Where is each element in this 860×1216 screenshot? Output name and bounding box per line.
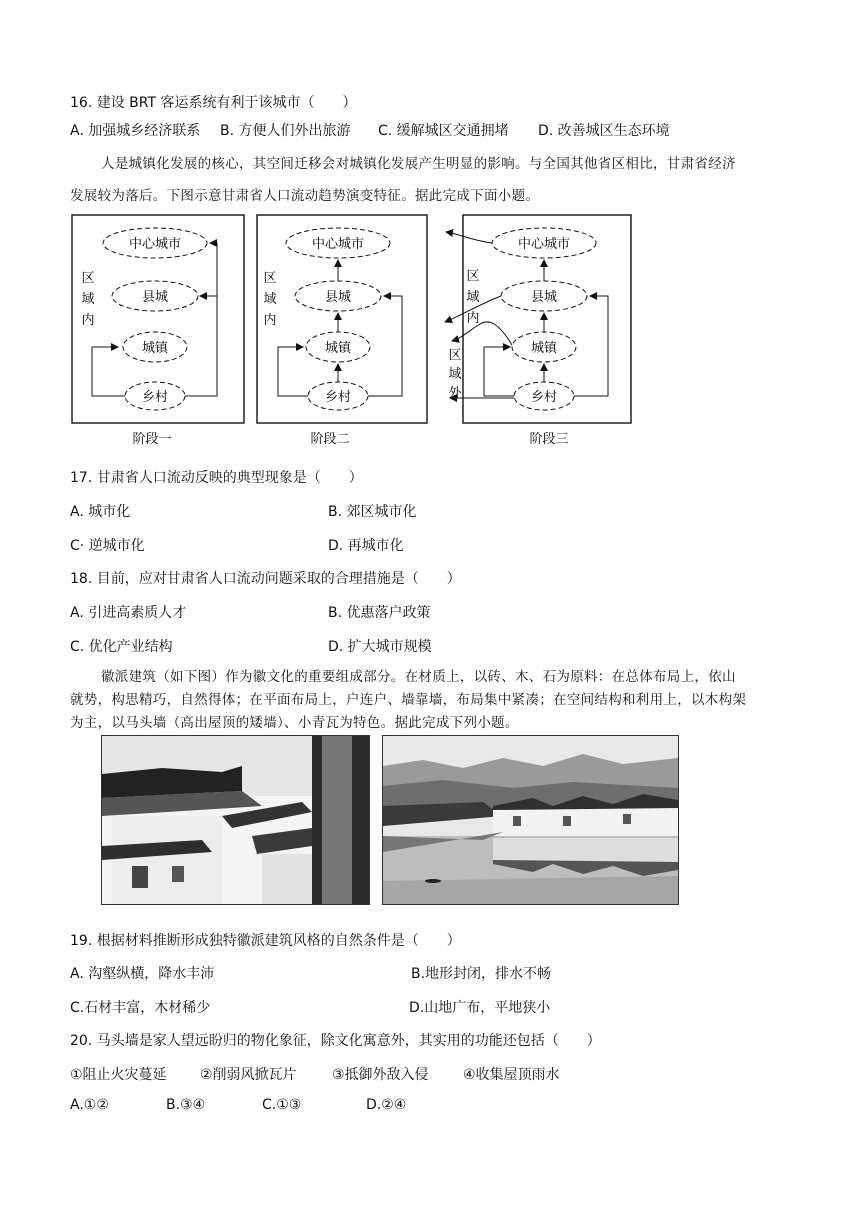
q18-option-d: D. 扩大城市规模 — [328, 639, 432, 655]
stage-1-label: 阶段一 — [132, 432, 172, 447]
node-label: 中心城市 — [128, 237, 182, 252]
q18-stem: 18. 目前，应对甘肃省人口流动问题采取的合理措施是（ ） — [70, 571, 461, 587]
node-label: 中心城市 — [517, 237, 571, 252]
inner-region-label: 域 — [81, 292, 95, 307]
node-label: 乡村 — [324, 390, 352, 405]
q20-option-a: A.①② — [70, 1097, 109, 1113]
passage1-line1: 人是城镇化发展的核心，其空间迁移会对城镇化发展产生明显的影响。与全国其他省区相比，甘肃省经济 — [101, 156, 736, 172]
q17-option-d: D. 再城市化 — [328, 538, 404, 554]
q16-option-b: B. 方便人们外出旅游 — [220, 123, 351, 139]
q20-item-3: ③抵御外敌入侵 — [332, 1067, 429, 1083]
q20-option-d: D.②④ — [366, 1097, 407, 1113]
q16-stem: 16. 建设 BRT 客运系统有利于该城市（ ） — [70, 95, 357, 111]
q20-option-b: B.③④ — [166, 1097, 206, 1113]
q19-option-a: A. 沟壑纵横，降水丰沛 — [70, 966, 215, 982]
q17-option-a: A. 城市化 — [70, 504, 131, 520]
q19-option-d: D.山地广布，平地狭小 — [409, 1000, 551, 1016]
q18-option-b: B. 优惠落户政策 — [328, 605, 431, 621]
inner-region-label: 内 — [466, 311, 480, 326]
q16-option-d: D. 改善城区生态环境 — [538, 123, 670, 139]
inner-region-label: 内 — [81, 313, 95, 328]
lake-village-photo — [382, 735, 679, 905]
stage-2-label: 阶段二 — [310, 432, 350, 447]
stage-3-panel — [445, 215, 631, 423]
q16-option-a: A. 加强城乡经济联系 — [70, 123, 201, 139]
node-label: 县城 — [324, 290, 352, 305]
population-flow-diagram — [0, 206, 860, 452]
passage2-line3: 为主，以马头墙（高出屋顶的矮墙）、小青瓦为特色。据此完成下列小题。 — [70, 715, 519, 731]
q18-option-c: C. 优化产业结构 — [70, 639, 173, 655]
stage-2-panel — [257, 215, 427, 423]
q20-stem: 20. 马头墙是家人望远盼归的物化象征，除文化寓意外，其实用的功能还包括（ ） — [70, 1033, 601, 1049]
q17-option-c: C· 逆城市化 — [70, 538, 145, 554]
outer-region-label: 区 — [448, 348, 462, 363]
q17-option-b: B. 郊区城市化 — [328, 504, 417, 520]
huizhou-building-photo — [101, 735, 370, 905]
passage2-line1: 徽派建筑（如下图）作为徽文化的重要组成部分。在材质上，以砖、木、石为原料：在总体布局上，依山 — [101, 669, 736, 685]
node-label: 乡村 — [141, 390, 169, 405]
q20-item-4: ④收集屋顶雨水 — [463, 1067, 560, 1083]
q18-option-a: A. 引进高素质人才 — [70, 605, 187, 621]
inner-region-label: 域 — [466, 290, 480, 305]
q20-option-c: C.①③ — [262, 1097, 302, 1113]
node-label: 城镇 — [141, 341, 169, 356]
inner-region-label: 区 — [466, 269, 480, 284]
q19-option-b: B.地形封闭，排水不畅 — [411, 966, 552, 982]
stage-3-label: 阶段三 — [529, 432, 569, 447]
q16-option-c: C. 缓解城区交通拥堵 — [378, 123, 509, 139]
q20-item-2: ②削弱风掀瓦片 — [200, 1067, 297, 1083]
node-label: 城镇 — [324, 341, 352, 356]
inner-region-label: 区 — [81, 271, 95, 286]
q19-option-c: C.石材丰富，木材稀少 — [70, 1000, 211, 1016]
stage-1-panel — [72, 215, 244, 423]
passage1-line2: 发展较为落后。下图示意甘肃省人口流动趋势演变特征。据此完成下面小题。 — [70, 188, 540, 204]
passage2-line2: 就势，构思精巧，自然得体；在平面布局上，户连户、墙靠墙，布局集中紧凑；在空间结构和利用上，以木构架 — [70, 692, 747, 708]
node-label: 乡村 — [530, 390, 558, 405]
q20-item-1: ①阻止火灾蔓延 — [70, 1067, 167, 1083]
node-label: 县城 — [530, 290, 558, 305]
q19-stem: 19. 根据材料推断形成独特徽派建筑风格的自然条件是（ ） — [70, 933, 461, 949]
node-label: 城镇 — [530, 341, 558, 356]
node-label: 县城 — [141, 290, 169, 305]
inner-region-label: 域 — [263, 292, 277, 307]
inner-region-label: 区 — [263, 271, 277, 286]
outer-region-label: 外 — [448, 386, 462, 401]
outer-region-label: 域 — [448, 367, 462, 382]
node-label: 中心城市 — [311, 237, 365, 252]
q17-stem: 17. 甘肃省人口流动反映的典型现象是（ ） — [70, 470, 363, 486]
inner-region-label: 内 — [263, 313, 277, 328]
